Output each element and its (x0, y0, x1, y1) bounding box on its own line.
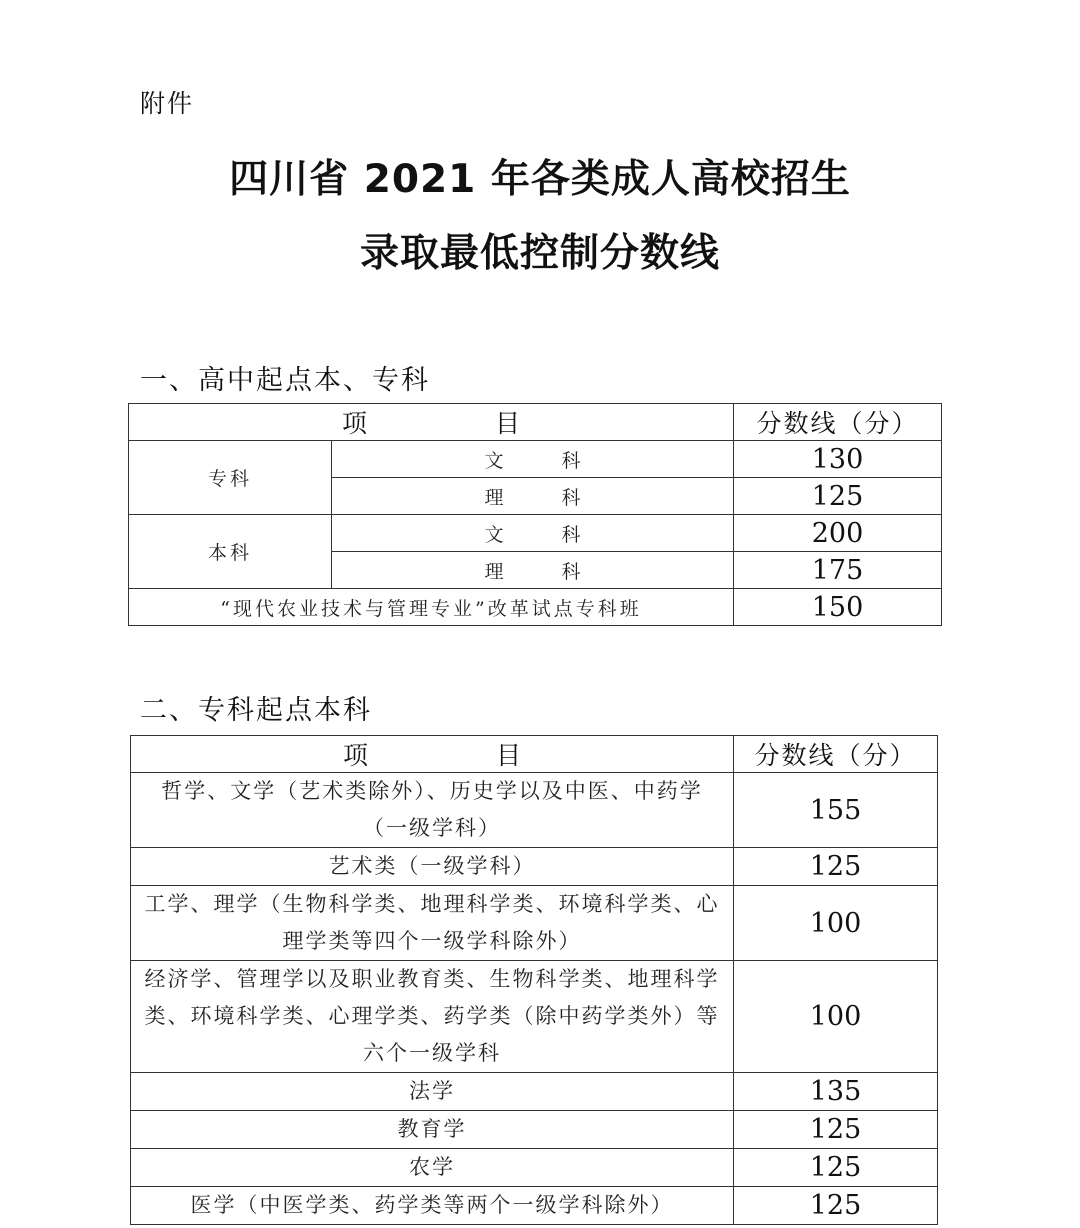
discipline-cell: 法学 (131, 1073, 734, 1111)
subject-cell: 文 科 (332, 515, 734, 552)
special-program-cell: “现代农业技术与管理专业”改革试点专科班 (129, 589, 734, 626)
subject-cell: 理 科 (332, 552, 734, 589)
table-row (131, 848, 938, 886)
table-row (129, 515, 942, 552)
discipline-cell: 艺术类（一级学科） (131, 848, 734, 886)
section-1-heading: 一、高中起点本、专科 (140, 365, 430, 396)
score-cell: 125 (734, 478, 942, 515)
score-cell: 150 (734, 589, 942, 626)
table-2-header-score: 分数线（分） (734, 736, 938, 773)
document-title-line-2: 录取最低控制分数线 (359, 231, 720, 276)
discipline-cell: 农学 (131, 1149, 734, 1187)
table-1-header-item: 项 目 (129, 404, 734, 441)
group-label-zhuanke: 专科 (129, 441, 332, 515)
section-2-heading: 二、专科起点本科 (140, 695, 372, 726)
score-cell: 100 (734, 961, 938, 1073)
junior-college-start-score-table (130, 735, 938, 1225)
score-cell: 130 (734, 441, 942, 478)
high-school-start-score-table (128, 403, 942, 626)
attachment-label: 附件 (140, 89, 195, 118)
discipline-cell: 经济学、管理学以及职业教育类、生物科学类、地理科学类、环境科学类、心理学类、药学类（除中药学类外）等六个一级学科 (131, 961, 734, 1073)
score-cell: 125 (734, 1111, 938, 1149)
subject-cell: 文 科 (332, 441, 734, 478)
discipline-cell: 医学（中医学类、药学类等两个一级学科除外） (131, 1187, 734, 1225)
table-row (131, 1149, 938, 1187)
score-cell: 125 (734, 848, 938, 886)
subject-cell: 理 科 (332, 478, 734, 515)
score-cell: 155 (734, 773, 938, 848)
table-row (131, 1073, 938, 1111)
table-1-header-score: 分数线（分） (734, 404, 942, 441)
discipline-cell: 哲学、文学（艺术类除外）、历史学以及中医、中药学（一级学科） (131, 773, 734, 848)
table-row (131, 773, 938, 848)
table-row (131, 961, 938, 1073)
table-2-header-item: 项 目 (131, 736, 734, 773)
table-row (131, 886, 938, 961)
table-row (131, 1111, 938, 1149)
table-row (129, 441, 942, 478)
score-cell: 125 (734, 1149, 938, 1187)
document-title-line-1: 四川省 2021 年各类成人高校招生 (229, 157, 851, 202)
score-cell: 175 (734, 552, 942, 589)
score-cell: 125 (734, 1187, 938, 1225)
score-cell: 100 (734, 886, 938, 961)
score-cell: 135 (734, 1073, 938, 1111)
discipline-cell: 工学、理学（生物科学类、地理科学类、环境科学类、心理学类等四个一级学科除外） (131, 886, 734, 961)
table-row (131, 1187, 938, 1225)
score-cell: 200 (734, 515, 942, 552)
table-row (129, 589, 942, 626)
group-label-benke: 本科 (129, 515, 332, 589)
discipline-cell: 教育学 (131, 1111, 734, 1149)
